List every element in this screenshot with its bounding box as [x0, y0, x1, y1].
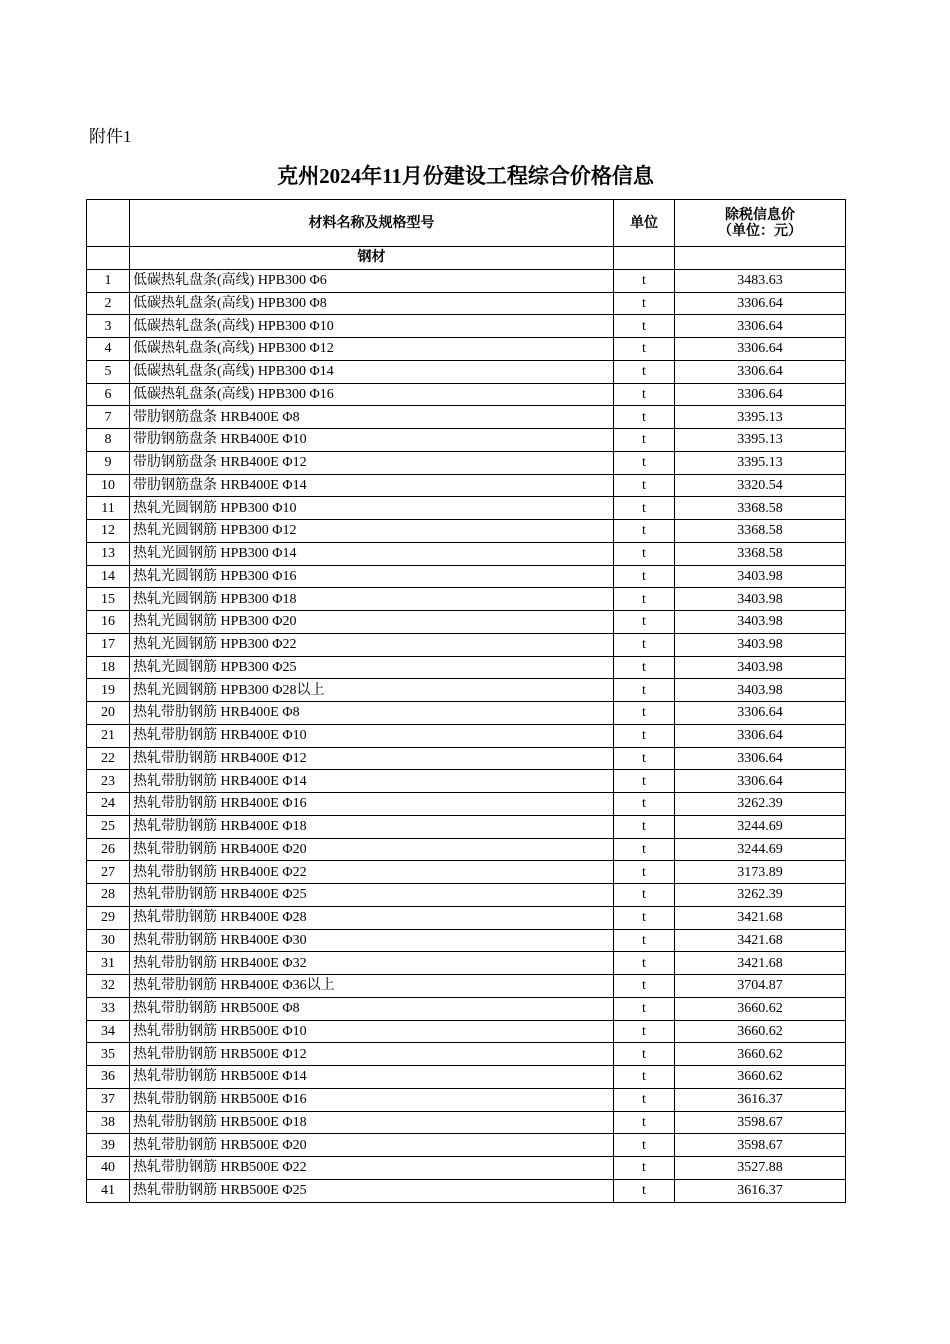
row-price: 3306.64	[675, 702, 846, 725]
row-unit: t	[614, 1066, 675, 1089]
row-price: 3403.98	[675, 656, 846, 679]
row-price: 3306.64	[675, 747, 846, 770]
table-row	[87, 975, 846, 998]
row-name: 热轧带肋钢筋 HRB400E Φ10	[130, 724, 614, 747]
row-unit: t	[614, 679, 675, 702]
table-row	[87, 565, 846, 588]
row-name: 低碳热轧盘条(高线) HPB300 Φ12	[130, 338, 614, 361]
table-row	[87, 656, 846, 679]
row-price: 3660.62	[675, 997, 846, 1020]
category-unit-cell	[614, 247, 675, 270]
row-name: 热轧光圆钢筋 HPB300 Φ12	[130, 520, 614, 543]
table-row	[87, 406, 846, 429]
table-row	[87, 1111, 846, 1134]
header-price-line2: （单位：元）	[718, 223, 802, 239]
row-no: 22	[87, 747, 130, 770]
row-price: 3306.64	[675, 770, 846, 793]
row-no: 13	[87, 542, 130, 565]
row-price: 3244.69	[675, 838, 846, 861]
table-row	[87, 474, 846, 497]
table-row	[87, 1020, 846, 1043]
row-price: 3262.39	[675, 793, 846, 816]
row-name: 热轧光圆钢筋 HPB300 Φ28以上	[130, 679, 614, 702]
row-price: 3527.88	[675, 1157, 846, 1180]
row-name: 热轧带肋钢筋 HRB500E Φ12	[130, 1043, 614, 1066]
table-row	[87, 315, 846, 338]
row-name: 热轧光圆钢筋 HPB300 Φ16	[130, 565, 614, 588]
page-title: 克州2024年11月份建设工程综合价格信息	[277, 164, 654, 188]
row-unit: t	[614, 451, 675, 474]
table-row	[87, 451, 846, 474]
table-row	[87, 542, 846, 565]
table-row	[87, 952, 846, 975]
row-no: 32	[87, 975, 130, 998]
row-unit: t	[614, 724, 675, 747]
table-row	[87, 383, 846, 406]
table-row	[87, 1066, 846, 1089]
row-unit: t	[614, 1043, 675, 1066]
row-unit: t	[614, 1020, 675, 1043]
row-price: 3368.58	[675, 542, 846, 565]
row-unit: t	[614, 315, 675, 338]
row-no: 12	[87, 520, 130, 543]
row-price: 3598.67	[675, 1134, 846, 1157]
row-unit: t	[614, 929, 675, 952]
row-price: 3244.69	[675, 815, 846, 838]
row-unit: t	[614, 429, 675, 452]
header-price-line1: 除税信息价	[725, 207, 795, 223]
row-price: 3616.37	[675, 1179, 846, 1202]
row-unit: t	[614, 1111, 675, 1134]
row-no: 35	[87, 1043, 130, 1066]
row-name: 热轧带肋钢筋 HRB500E Φ8	[130, 997, 614, 1020]
row-price: 3598.67	[675, 1111, 846, 1134]
table-row	[87, 815, 846, 838]
row-price: 3403.98	[675, 565, 846, 588]
row-unit: t	[614, 997, 675, 1020]
row-name: 带肋钢筋盘条 HRB400E Φ12	[130, 451, 614, 474]
row-name: 热轧带肋钢筋 HRB500E Φ22	[130, 1157, 614, 1180]
row-no: 23	[87, 770, 130, 793]
row-unit: t	[614, 542, 675, 565]
row-price: 3368.58	[675, 520, 846, 543]
row-unit: t	[614, 497, 675, 520]
table-row	[87, 292, 846, 315]
table-row	[87, 724, 846, 747]
table-row	[87, 1157, 846, 1180]
table-row	[87, 497, 846, 520]
table-row	[87, 884, 846, 907]
row-no: 19	[87, 679, 130, 702]
row-price: 3660.62	[675, 1043, 846, 1066]
row-name: 热轧带肋钢筋 HRB500E Φ10	[130, 1020, 614, 1043]
row-no: 17	[87, 633, 130, 656]
row-no: 3	[87, 315, 130, 338]
row-name: 热轧带肋钢筋 HRB400E Φ8	[130, 702, 614, 725]
row-name: 带肋钢筋盘条 HRB400E Φ14	[130, 474, 614, 497]
row-name: 低碳热轧盘条(高线) HPB300 Φ10	[130, 315, 614, 338]
table-row	[87, 338, 846, 361]
row-unit: t	[614, 838, 675, 861]
row-unit: t	[614, 702, 675, 725]
row-no: 2	[87, 292, 130, 315]
row-no: 31	[87, 952, 130, 975]
row-price: 3173.89	[675, 861, 846, 884]
table-row	[87, 611, 846, 634]
row-unit: t	[614, 269, 675, 292]
row-price: 3368.58	[675, 497, 846, 520]
row-no: 8	[87, 429, 130, 452]
table-row	[87, 1043, 846, 1066]
row-no: 4	[87, 338, 130, 361]
row-price: 3704.87	[675, 975, 846, 998]
row-price: 3660.62	[675, 1020, 846, 1043]
table-row	[87, 906, 846, 929]
row-no: 36	[87, 1066, 130, 1089]
row-unit: t	[614, 360, 675, 383]
row-no: 41	[87, 1179, 130, 1202]
row-no: 9	[87, 451, 130, 474]
row-name: 低碳热轧盘条(高线) HPB300 Φ6	[130, 269, 614, 292]
row-name: 热轧带肋钢筋 HRB400E Φ18	[130, 815, 614, 838]
table-row	[87, 1134, 846, 1157]
row-price: 3395.13	[675, 451, 846, 474]
row-name: 热轧光圆钢筋 HPB300 Φ20	[130, 611, 614, 634]
row-no: 16	[87, 611, 130, 634]
table-row	[87, 679, 846, 702]
row-name: 热轧带肋钢筋 HRB500E Φ14	[130, 1066, 614, 1089]
row-name: 热轧光圆钢筋 HPB300 Φ25	[130, 656, 614, 679]
row-no: 26	[87, 838, 130, 861]
row-unit: t	[614, 588, 675, 611]
row-price: 3306.64	[675, 292, 846, 315]
row-name: 低碳热轧盘条(高线) HPB300 Φ8	[130, 292, 614, 315]
row-unit: t	[614, 565, 675, 588]
row-no: 1	[87, 269, 130, 292]
row-name: 热轧带肋钢筋 HRB400E Φ36以上	[130, 975, 614, 998]
table-row	[87, 520, 846, 543]
row-unit: t	[614, 906, 675, 929]
row-name: 热轧光圆钢筋 HPB300 Φ14	[130, 542, 614, 565]
category-name: 钢材	[130, 247, 614, 270]
row-no: 20	[87, 702, 130, 725]
row-unit: t	[614, 1134, 675, 1157]
row-price: 3320.54	[675, 474, 846, 497]
table-row	[87, 929, 846, 952]
row-no: 38	[87, 1111, 130, 1134]
header-no	[87, 200, 130, 247]
table-row	[87, 269, 846, 292]
table-row	[87, 429, 846, 452]
row-unit: t	[614, 611, 675, 634]
row-unit: t	[614, 656, 675, 679]
row-no: 7	[87, 406, 130, 429]
table-row	[87, 360, 846, 383]
table-row	[87, 997, 846, 1020]
row-no: 30	[87, 929, 130, 952]
category-row	[87, 247, 846, 270]
row-unit: t	[614, 815, 675, 838]
row-price: 3306.64	[675, 315, 846, 338]
row-name: 带肋钢筋盘条 HRB400E Φ8	[130, 406, 614, 429]
row-name: 热轧带肋钢筋 HRB400E Φ28	[130, 906, 614, 929]
table-row	[87, 838, 846, 861]
row-price: 3262.39	[675, 884, 846, 907]
row-no: 39	[87, 1134, 130, 1157]
header-price	[675, 200, 846, 247]
row-name: 热轧带肋钢筋 HRB400E Φ32	[130, 952, 614, 975]
table-row	[87, 861, 846, 884]
table-row	[87, 747, 846, 770]
category-no-cell	[87, 247, 130, 270]
row-price: 3660.62	[675, 1066, 846, 1089]
header-name: 材料名称及规格型号	[130, 200, 614, 247]
table-row	[87, 793, 846, 816]
table-row	[87, 1179, 846, 1202]
table-row	[87, 588, 846, 611]
table-row	[87, 770, 846, 793]
row-no: 18	[87, 656, 130, 679]
row-no: 34	[87, 1020, 130, 1043]
row-price: 3306.64	[675, 338, 846, 361]
row-name: 热轧带肋钢筋 HRB500E Φ20	[130, 1134, 614, 1157]
row-name: 带肋钢筋盘条 HRB400E Φ10	[130, 429, 614, 452]
row-price: 3616.37	[675, 1088, 846, 1111]
row-unit: t	[614, 1088, 675, 1111]
row-name: 热轧带肋钢筋 HRB400E Φ30	[130, 929, 614, 952]
row-name: 热轧带肋钢筋 HRB400E Φ20	[130, 838, 614, 861]
row-no: 37	[87, 1088, 130, 1111]
row-unit: t	[614, 520, 675, 543]
row-unit: t	[614, 770, 675, 793]
row-unit: t	[614, 793, 675, 816]
row-price: 3395.13	[675, 429, 846, 452]
row-name: 热轧带肋钢筋 HRB400E Φ14	[130, 770, 614, 793]
price-table	[86, 199, 846, 1203]
row-name: 热轧带肋钢筋 HRB400E Φ12	[130, 747, 614, 770]
row-unit: t	[614, 406, 675, 429]
table-row	[87, 1088, 846, 1111]
row-unit: t	[614, 338, 675, 361]
row-price: 3306.64	[675, 724, 846, 747]
row-price: 3403.98	[675, 611, 846, 634]
row-unit: t	[614, 747, 675, 770]
row-price: 3306.64	[675, 383, 846, 406]
row-no: 29	[87, 906, 130, 929]
row-price: 3421.68	[675, 929, 846, 952]
row-price: 3421.68	[675, 906, 846, 929]
row-unit: t	[614, 884, 675, 907]
row-name: 热轧光圆钢筋 HPB300 Φ22	[130, 633, 614, 656]
row-no: 33	[87, 997, 130, 1020]
row-no: 25	[87, 815, 130, 838]
row-price: 3306.64	[675, 360, 846, 383]
row-unit: t	[614, 633, 675, 656]
row-unit: t	[614, 861, 675, 884]
row-unit: t	[614, 1157, 675, 1180]
row-unit: t	[614, 383, 675, 406]
row-name: 热轧带肋钢筋 HRB400E Φ25	[130, 884, 614, 907]
row-price: 3403.98	[675, 633, 846, 656]
row-unit: t	[614, 952, 675, 975]
row-no: 27	[87, 861, 130, 884]
row-name: 低碳热轧盘条(高线) HPB300 Φ16	[130, 383, 614, 406]
row-name: 热轧带肋钢筋 HRB500E Φ16	[130, 1088, 614, 1111]
row-unit: t	[614, 292, 675, 315]
row-no: 40	[87, 1157, 130, 1180]
row-no: 10	[87, 474, 130, 497]
row-unit: t	[614, 1179, 675, 1202]
header-unit: 单位	[614, 200, 675, 247]
row-price: 3403.98	[675, 679, 846, 702]
table-header-row	[87, 200, 846, 247]
row-price: 3403.98	[675, 588, 846, 611]
row-name: 热轧光圆钢筋 HPB300 Φ18	[130, 588, 614, 611]
row-no: 14	[87, 565, 130, 588]
row-no: 11	[87, 497, 130, 520]
row-name: 低碳热轧盘条(高线) HPB300 Φ14	[130, 360, 614, 383]
row-name: 热轧光圆钢筋 HPB300 Φ10	[130, 497, 614, 520]
table-row	[87, 633, 846, 656]
row-name: 热轧带肋钢筋 HRB500E Φ25	[130, 1179, 614, 1202]
table-row	[87, 702, 846, 725]
row-no: 6	[87, 383, 130, 406]
row-price: 3483.63	[675, 269, 846, 292]
row-name: 热轧带肋钢筋 HRB400E Φ16	[130, 793, 614, 816]
row-price: 3421.68	[675, 952, 846, 975]
row-no: 5	[87, 360, 130, 383]
row-no: 24	[87, 793, 130, 816]
row-name: 热轧带肋钢筋 HRB500E Φ18	[130, 1111, 614, 1134]
row-no: 21	[87, 724, 130, 747]
attachment-label: 附件1	[89, 127, 132, 146]
row-price: 3395.13	[675, 406, 846, 429]
row-unit: t	[614, 474, 675, 497]
row-unit: t	[614, 975, 675, 998]
row-no: 28	[87, 884, 130, 907]
row-name: 热轧带肋钢筋 HRB400E Φ22	[130, 861, 614, 884]
category-price-cell	[675, 247, 846, 270]
row-no: 15	[87, 588, 130, 611]
